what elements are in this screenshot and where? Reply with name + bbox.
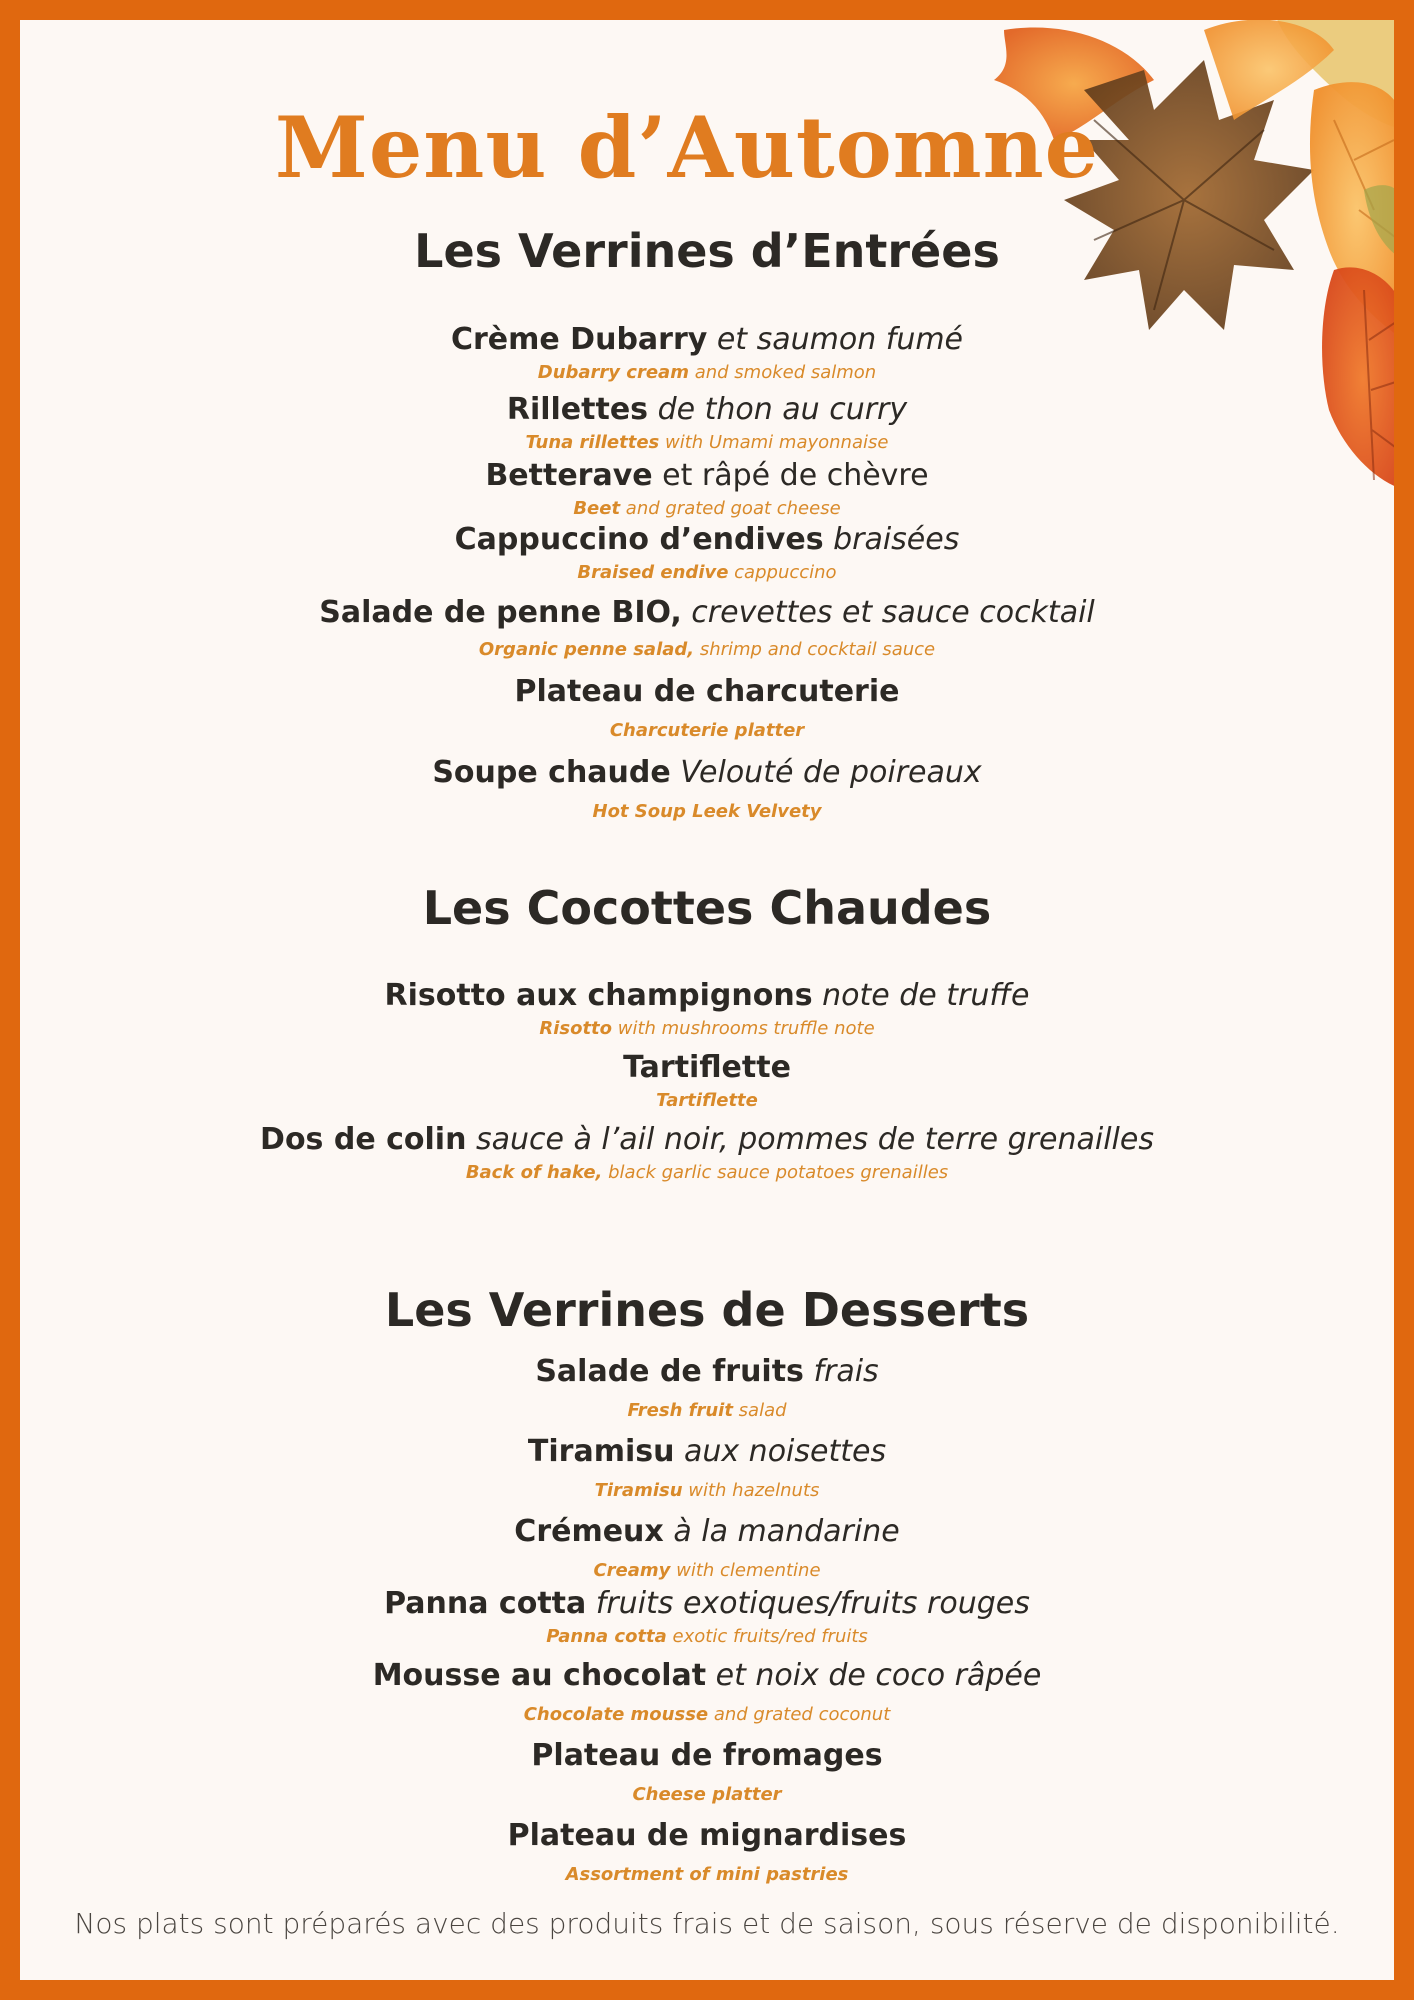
menu-item: [20, 1736, 1394, 1808]
dish-detail: braisées: [823, 522, 960, 557]
dish-detail: Velouté de poireaux: [670, 755, 982, 790]
section-title-entrees: Les Verrines d’Entrées: [414, 224, 1000, 278]
menu-page: [20, 20, 1394, 1980]
dish-name-english: Tiramisu: [594, 1480, 683, 1501]
dish-name: Risotto aux champignons: [384, 978, 813, 1013]
dish-name: Mousse au chocolat: [372, 1658, 707, 1693]
dish-detail-english: black garlic sauce potatoes grenailles: [602, 1162, 949, 1183]
dish-name-english: Braised endive: [577, 562, 729, 583]
dish-name: Salade de fruits: [535, 1354, 804, 1389]
dish-detail-english: with mushrooms truffle note: [612, 1018, 875, 1039]
dish-name-english: Beet: [573, 498, 621, 519]
menu-item: [20, 1512, 1394, 1584]
dish-name: Salade de penne BIO,: [319, 595, 682, 630]
menu-item: [20, 672, 1394, 744]
dish-name-english: Risotto: [539, 1018, 613, 1039]
dish-name-english: Tartiflette: [656, 1090, 758, 1111]
dish-name-english: Fresh fruit: [627, 1400, 733, 1421]
menu-item: [20, 593, 1394, 663]
dish-name-english: Back of hake,: [465, 1162, 603, 1183]
menu-item: [20, 976, 1394, 1042]
menu-item: [20, 320, 1394, 386]
dish-detail-english: with Umami mayonnaise: [659, 432, 889, 453]
dish-detail-english: salad: [732, 1400, 787, 1421]
dish-name-english: Organic penne salad,: [478, 639, 695, 660]
menu-item: [20, 1656, 1394, 1728]
dish-name-english: Cheese platter: [632, 1784, 782, 1805]
dish-detail-english: shrimp and cocktail sauce: [694, 639, 936, 660]
section-title-desserts: Les Verrines de Desserts: [384, 1283, 1030, 1337]
menu-item: [20, 1816, 1394, 1888]
dish-detail: et saumon fumé: [707, 322, 964, 357]
menu-title: Menu d’Automne: [274, 98, 1100, 197]
dish-detail: de thon au curry: [648, 392, 908, 427]
dish-name-english: Tuna rillettes: [525, 432, 660, 453]
dish-name: Tiramisu: [527, 1434, 675, 1469]
dish-detail: note de truffe: [812, 978, 1030, 1013]
footer-note: Nos plats sont préparés avec des produits frais et de saison, sous réserve de disponibilité.: [74, 1907, 1340, 1940]
menu-item: [20, 1352, 1394, 1424]
dish-name: Plateau de charcuterie: [514, 674, 900, 709]
dish-detail: fruits exotiques/fruits rouges: [586, 1586, 1030, 1621]
menu-item: [20, 456, 1394, 522]
dish-name: Dos de colin: [260, 1122, 467, 1157]
dish-detail: à la mandarine: [663, 1514, 900, 1549]
dish-detail: et râpé de chèvre: [652, 458, 929, 493]
dish-name: Crème Dubarry: [450, 322, 708, 357]
menu-item: [20, 1432, 1394, 1504]
dish-name: Panna cotta: [384, 1586, 587, 1621]
dish-detail: et noix de coco râpée: [706, 1658, 1042, 1693]
menu-item: [20, 1048, 1394, 1114]
dish-detail-english: exotic fruits/red fruits: [666, 1626, 868, 1647]
menu-item: [20, 1584, 1394, 1650]
dish-name-english: Chocolate mousse: [523, 1704, 709, 1725]
dish-detail-english: cappuccino: [728, 562, 837, 583]
dish-name-english: Hot Soup Leek Velvety: [592, 801, 822, 822]
dish-detail-english: and grated goat cheese: [620, 498, 841, 519]
dish-detail-english: with hazelnuts: [682, 1480, 820, 1501]
menu-item: [20, 753, 1394, 825]
dish-detail-english: and smoked salmon: [688, 362, 877, 383]
dish-name: Cappuccino d’endives: [454, 522, 824, 557]
dish-name: Rillettes: [506, 392, 649, 427]
dish-detail-english: with clementine: [670, 1560, 821, 1581]
dish-name: Crémeux: [514, 1514, 664, 1549]
dish-detail-english: and grated coconut: [708, 1704, 891, 1725]
dish-name: Tartiflette: [623, 1050, 791, 1085]
menu-item: [20, 390, 1394, 456]
section-title-cocottes: Les Cocottes Chaudes: [422, 881, 992, 935]
menu-item: [20, 520, 1394, 586]
dish-name-english: Charcuterie platter: [609, 720, 805, 741]
dish-detail: frais: [803, 1354, 879, 1389]
dish-name-english: Panna cotta: [546, 1626, 667, 1647]
dish-name-english: Dubarry cream: [537, 362, 689, 383]
dish-name: Soupe chaude: [432, 755, 671, 790]
menu-item: [20, 1120, 1394, 1186]
dish-name: Plateau de mignardises: [507, 1818, 907, 1853]
dish-name-english: Assortment of mini pastries: [565, 1864, 849, 1885]
dish-name: Plateau de fromages: [531, 1738, 883, 1773]
dish-detail: sauce à l’ail noir, pommes de terre grenailles: [466, 1122, 1154, 1157]
dish-name-english: Creamy: [593, 1560, 671, 1581]
dish-name: Betterave: [485, 458, 653, 493]
dish-detail: aux noisettes: [674, 1434, 887, 1469]
dish-detail: crevettes et sauce cocktail: [681, 595, 1095, 630]
